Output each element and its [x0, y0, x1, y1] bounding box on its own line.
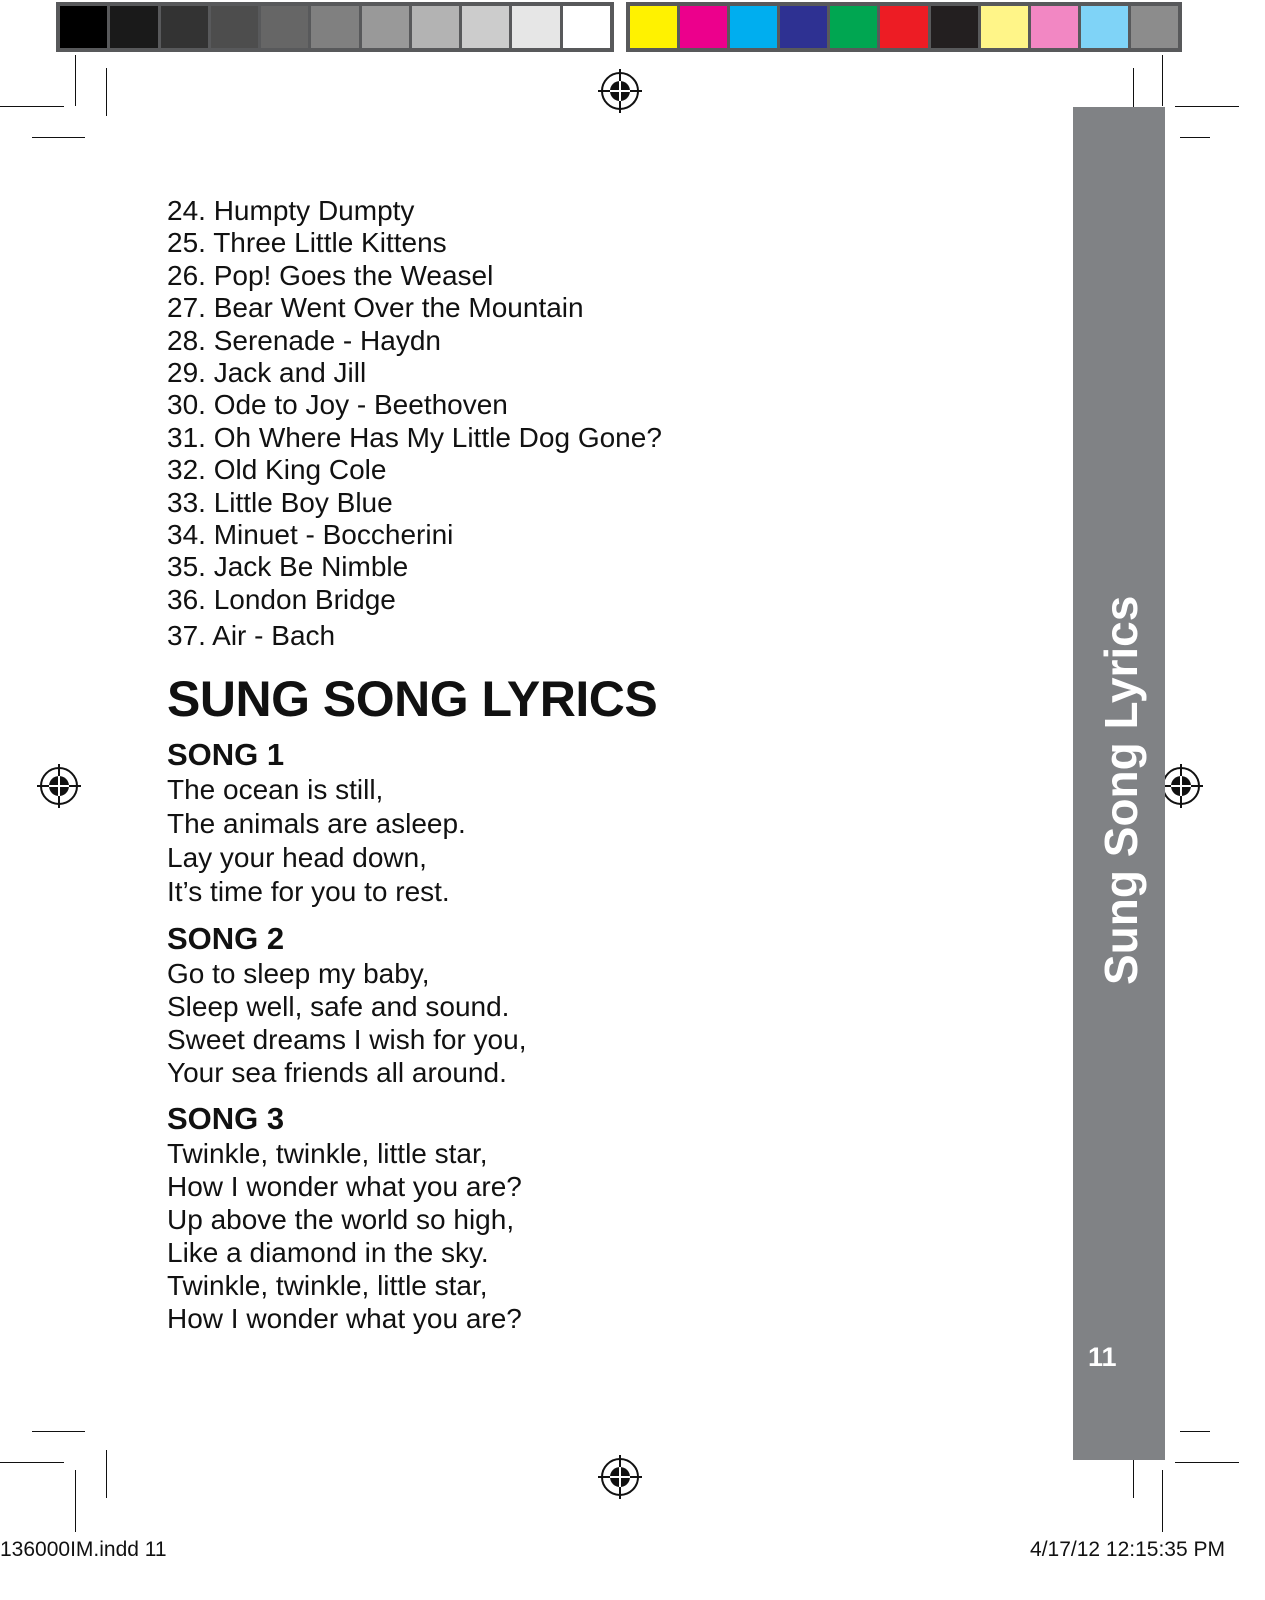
color-swatch: [981, 6, 1031, 48]
lyric-line: The animals are asleep.: [167, 807, 466, 839]
lyric-line: Go to sleep my baby,: [167, 957, 430, 989]
lyric-line: How I wonder what you are?: [167, 1170, 522, 1202]
lyric-line: Twinkle, twinkle, little star,: [167, 1137, 488, 1169]
crop-mark: [32, 1431, 85, 1432]
list-item: 29. Jack and Jill: [167, 357, 367, 389]
color-swatch: [261, 6, 311, 48]
slug-file-name: 136000IM.indd 11: [0, 1538, 167, 1561]
side-tab-label: Sung Song Lyrics: [1095, 595, 1147, 985]
list-item: 34. Minuet - Boccherini: [167, 519, 454, 551]
color-swatch: [60, 6, 110, 48]
slug-timestamp: 4/17/12 12:15:35 PM: [1030, 1538, 1225, 1561]
color-swatch: [880, 6, 930, 48]
registration-mark-icon: [598, 1455, 642, 1499]
color-swatch: [730, 6, 780, 48]
song-title: SONG 1: [167, 736, 285, 772]
crop-mark: [0, 1462, 64, 1463]
list-item: 24. Humpty Dumpty: [167, 195, 415, 226]
color-swatch: [110, 6, 160, 48]
list-item: 27. Bear Went Over the Mountain: [167, 292, 584, 324]
registration-mark-icon: [1159, 764, 1203, 808]
lyric-line: Sweet dreams I wish for you,: [167, 1023, 527, 1055]
color-swatch: [563, 6, 610, 48]
process-color-bar: [626, 2, 1182, 52]
list-item: 28. Serenade - Haydn: [167, 324, 441, 356]
lyric-line: Up above the world so high,: [167, 1203, 515, 1235]
list-item: 35. Jack Be Nimble: [167, 551, 409, 583]
color-swatch: [931, 6, 981, 48]
color-swatch: [1131, 6, 1178, 48]
list-item: 32. Old King Cole: [167, 454, 387, 486]
registration-mark-icon: [598, 69, 642, 113]
list-item: 26. Pop! Goes the Weasel: [167, 259, 494, 291]
song-title: SONG 2: [167, 920, 285, 956]
color-swatch: [311, 6, 361, 48]
grayscale-color-bar: [56, 2, 614, 52]
page-content: [167, 195, 1027, 1347]
crop-mark: [1162, 1470, 1163, 1532]
crop-mark: [0, 106, 64, 107]
lyric-line: The ocean is still,: [167, 773, 384, 805]
crop-mark: [1175, 1462, 1239, 1463]
crop-mark: [1180, 1431, 1210, 1432]
color-swatch: [780, 6, 830, 48]
list-item: 30. Ode to Joy - Beethoven: [167, 389, 508, 421]
page-number: 11: [1088, 1342, 1117, 1372]
crop-mark: [1162, 55, 1163, 106]
lyric-line: Sleep well, safe and sound.: [167, 990, 510, 1022]
crop-mark: [75, 55, 76, 106]
color-swatch: [462, 6, 512, 48]
lyric-line: Lay your head down,: [167, 841, 427, 873]
lyric-line: It’s time for you to rest.: [167, 875, 450, 907]
color-swatch: [161, 6, 211, 48]
list-item: 25. Three Little Kittens: [167, 227, 447, 259]
song-block: [167, 1101, 1027, 1335]
crop-mark: [106, 1450, 107, 1498]
lyric-line: Twinkle, twinkle, little star,: [167, 1269, 488, 1301]
color-swatch: [211, 6, 261, 48]
color-swatch: [362, 6, 412, 48]
list-item: 36. London Bridge: [167, 583, 396, 615]
crop-mark: [1180, 137, 1210, 138]
lyric-line: Your sea friends all around.: [167, 1056, 507, 1088]
lyric-line: How I wonder what you are?: [167, 1302, 522, 1334]
crop-mark: [1175, 106, 1239, 107]
color-swatch: [680, 6, 730, 48]
list-item: 33. Little Boy Blue: [167, 486, 393, 518]
lyric-line: Like a diamond in the sky.: [167, 1236, 489, 1268]
list-item: 31. Oh Where Has My Little Dog Gone?: [167, 421, 662, 453]
color-swatch: [630, 6, 680, 48]
crop-mark: [106, 68, 107, 116]
color-swatch: [830, 6, 880, 48]
color-swatch: [1031, 6, 1081, 48]
color-swatch: [1081, 6, 1131, 48]
song-title: SONG 3: [167, 1100, 285, 1136]
color-swatch: [412, 6, 462, 48]
crop-mark: [75, 1470, 76, 1532]
color-swatch: [512, 6, 562, 48]
song-block: [167, 737, 1027, 909]
track-list: [167, 195, 1027, 653]
crop-mark: [32, 137, 85, 138]
section-title: SUNG SONG LYRICS: [167, 670, 658, 727]
registration-mark-icon: [37, 764, 81, 808]
list-item: 37. Air - Bach: [167, 620, 336, 652]
song-block: [167, 921, 1027, 1089]
